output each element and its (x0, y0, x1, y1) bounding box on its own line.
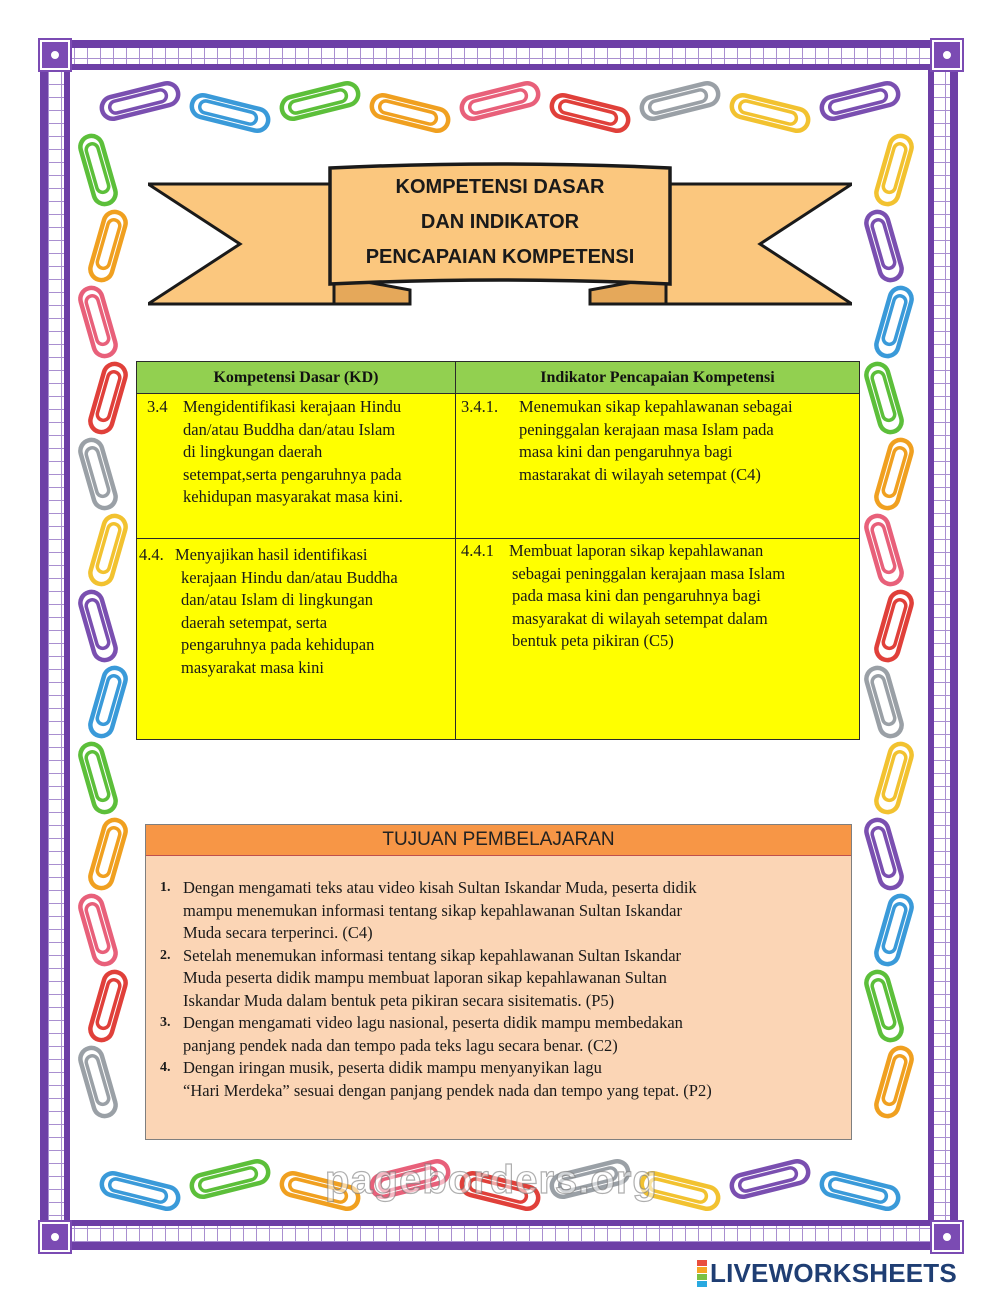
text-line: panjang pendek nada dan tempo pada teks lagu secara benar. (C2) (183, 1035, 618, 1055)
table-cell-ipk (461, 396, 857, 536)
paperclip-icon (864, 209, 904, 282)
paperclip-icon (874, 437, 914, 510)
text-line: bentuk peta pikiran (C5) (512, 631, 674, 650)
banner-title-line: KOMPETENSI DASAR (395, 176, 605, 198)
list-item (160, 945, 840, 1013)
paperclip-icon (864, 817, 904, 890)
liveworksheets-wordmark: LIVEWORKSHEETS (710, 1257, 957, 1288)
paperclip-icon (874, 589, 914, 662)
text-line: Dengan mengamati video lagu nasional, peserta didik mampu membedakan (183, 1013, 683, 1032)
paperclip-icon (189, 1159, 270, 1199)
paperclip-icon (729, 93, 810, 133)
text-line: mastarakat di wilayah setempat (C4) (519, 464, 761, 484)
banner-title (330, 170, 670, 275)
text-line: masa kini dan pengaruhnya bagi (519, 442, 733, 461)
paperclip-icon (88, 665, 128, 738)
paperclip-icon (78, 741, 118, 814)
list-item-number: 3. (160, 1015, 171, 1030)
text-line: mampu menemukan informasi tentang sikap kepahlawanan Sultan Iskandar (183, 900, 682, 920)
paperclip-icon (78, 589, 118, 662)
text-line: Membuat laporan sikap kepahlawanan (509, 541, 764, 560)
paperclip-icon (864, 513, 904, 586)
paperclip-icon (549, 93, 630, 133)
table-column-divider (455, 362, 456, 739)
paperclip-icon (874, 1045, 914, 1118)
learning-objectives-box (145, 824, 852, 1140)
text-line: Dengan iringan musik, peserta didik mampu menyanyikan lagu (183, 1058, 602, 1077)
paperclip-icon (864, 969, 904, 1042)
paperclip-icon (88, 209, 128, 282)
text-line: peninggalan kerajaan masa Islam pada (519, 419, 774, 439)
list-item-number: 1. (160, 880, 171, 895)
paperclip-icon (88, 513, 128, 586)
text-line: Iskandar Muda dalam bentuk peta pikiran secara sisitematis. (P5) (183, 990, 615, 1010)
paperclip-icon (99, 1171, 180, 1211)
list-item (160, 877, 840, 945)
ipk-number: 3.4.1. (461, 397, 499, 416)
text-line: pada masa kini dan pengaruhnya bagi (512, 586, 761, 605)
paperclip-icon (874, 285, 914, 358)
text-line: Mengidentifikasi kerajaan Hindu (183, 397, 402, 416)
learning-objectives-title: TUJUAN PEMBELAJARAN (146, 825, 851, 856)
text-line: masyarakat masa kini (181, 657, 324, 677)
table-row-divider (137, 538, 859, 539)
paperclip-icon (729, 1159, 810, 1199)
text-line: “Hari Merdeka” sesuai dengan panjang pendek nada dan tempo yang tepat. (P2) (183, 1080, 712, 1100)
liveworksheets-brand[interactable] (697, 1258, 957, 1288)
table-header-row (137, 362, 859, 394)
ipk-text (509, 540, 786, 653)
text-line: Menyajikan hasil identifikasi (175, 545, 368, 564)
text-line: kehidupan masyarakat masa kini. (183, 487, 403, 506)
competency-table (136, 361, 860, 740)
banner-title-line: DAN INDIKATOR (420, 211, 580, 233)
liveworksheets-logo-icon (697, 1260, 707, 1287)
table-cell-ipk (461, 540, 857, 730)
text-line: kerajaan Hindu dan/atau Buddha (181, 567, 398, 587)
text-line: setempat,serta pengaruhnya pada (183, 464, 402, 484)
paperclip-icon (874, 741, 914, 814)
ipk-text (519, 396, 793, 486)
text-line: dan/atau Buddha dan/atau Islam (183, 419, 396, 439)
table-cell-kd (139, 544, 452, 734)
paperclip-icon (864, 361, 904, 434)
paperclip-icon (459, 81, 540, 121)
text-line: Muda secara terperinci. (C4) (183, 923, 373, 942)
table-header-ipk: Indikator Pencapaian Kompetensi (540, 369, 775, 386)
text-line: Menemukan sikap kepahlawanan sebagai (519, 397, 793, 416)
list-item (160, 1012, 840, 1057)
paperclip-icon (78, 1045, 118, 1118)
table-cell-kd (147, 396, 452, 536)
text-line: Muda peserta didik mampu membuat laporan sikap kepahlawanan Sultan (183, 968, 667, 987)
banner-title-line: PENCAPAIAN KOMPETENSI (365, 246, 635, 268)
paperclip-icon (88, 969, 128, 1042)
paperclip-icon (874, 133, 914, 206)
paperclip-icon (874, 893, 914, 966)
paperclip-icon (864, 665, 904, 738)
paperclip-icon (279, 81, 360, 121)
list-item-number: 4. (160, 1060, 171, 1075)
paperclip-icon (819, 1171, 900, 1211)
text-line: di lingkungan daerah (183, 442, 323, 461)
list-item (160, 1057, 840, 1102)
paperclip-icon (88, 817, 128, 890)
paperclip-icon (78, 893, 118, 966)
text-line: pengaruhnya pada kehidupan (181, 635, 375, 654)
paperclip-icon (88, 361, 128, 434)
paperclip-icon (189, 93, 270, 133)
text-line: daerah setempat, serta (181, 612, 328, 632)
text-line: masyarakat di wilayah setempat dalam (512, 608, 768, 628)
text-line: Dengan mengamati teks atau video kisah Sultan Iskandar Muda, peserta didik (183, 878, 697, 897)
learning-objectives-list (160, 877, 840, 1102)
watermark-text: pageborders.org (325, 1158, 658, 1202)
paperclip-icon (639, 81, 720, 121)
text-line: Setelah menemukan informasi tentang sikap kepahlawanan Sultan Iskandar (183, 945, 682, 965)
paperclip-icon (99, 81, 180, 121)
table-header-kd: Kompetensi Dasar (KD) (213, 369, 379, 386)
paperclip-icon (78, 437, 118, 510)
kd-number: 4.4. (139, 545, 164, 564)
list-item-number: 2. (160, 947, 171, 963)
paperclip-icon (78, 133, 118, 206)
ipk-number: 4.4.1 (461, 541, 494, 560)
kd-text (183, 396, 403, 509)
text-line: sebagai peninggalan kerajaan masa Islam (512, 563, 786, 583)
text-line: dan/atau Islam di lingkungan (181, 590, 373, 609)
paperclip-icon (369, 93, 450, 133)
paperclip-icon (78, 285, 118, 358)
paperclip-icon (819, 81, 900, 121)
kd-number: 3.4 (147, 397, 168, 416)
kd-text (175, 544, 398, 679)
